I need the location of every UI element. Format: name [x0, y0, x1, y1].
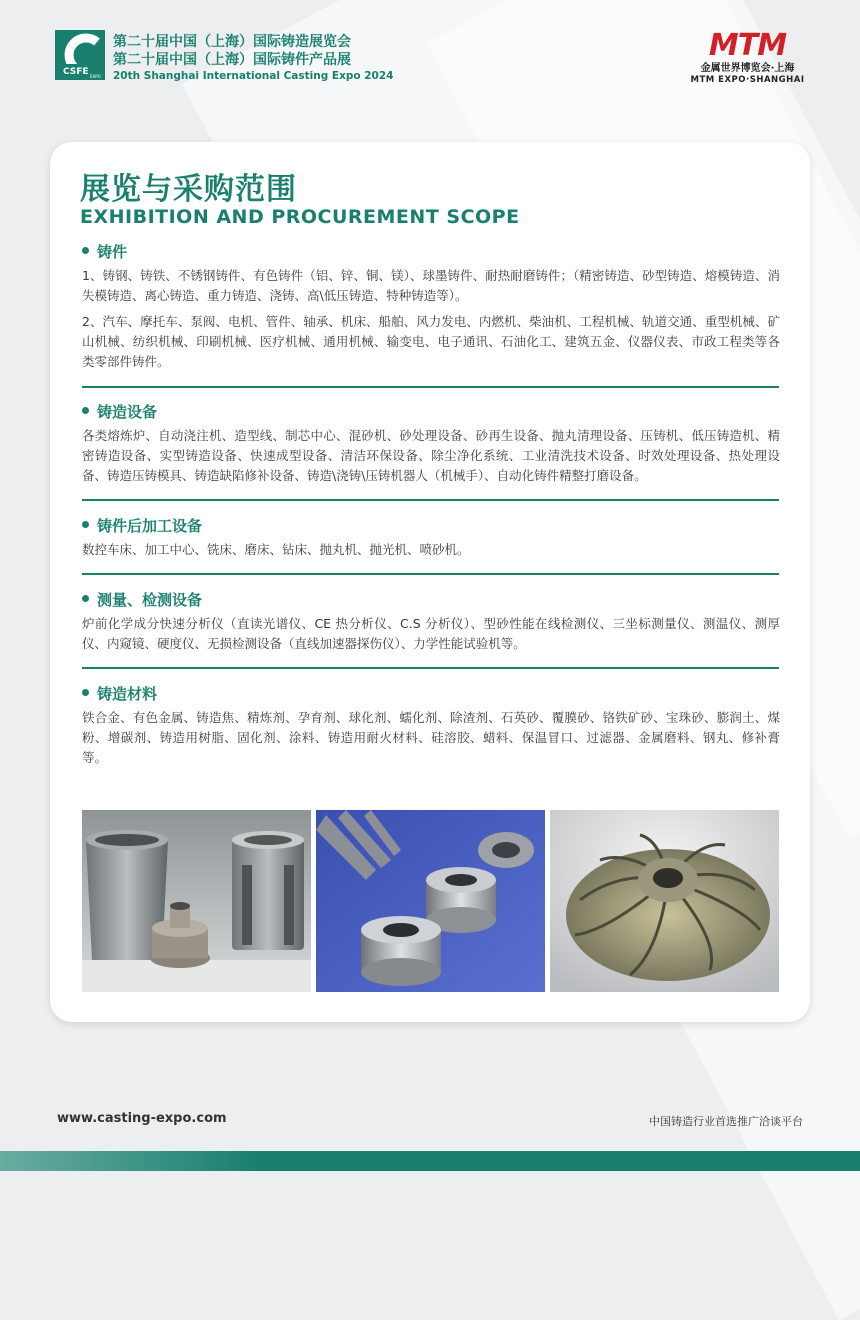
section-measurement	[82, 590, 780, 654]
bullet-icon	[82, 407, 89, 414]
photo-impellers-blue	[316, 810, 545, 992]
csfe-logo-text: CSFE	[63, 67, 89, 77]
footer-website-link[interactable]: www.casting-expo.com	[57, 1111, 227, 1126]
section-paragraph: 各类熔炼炉、自动浇注机、造型线、制芯中心、混砂机、砂处理设备、砂再生设备、抛丸清理设备、压铸机、低压铸造机、精密铸造设备、实型铸造设备、快速成型设备、清洁环保设备、除尘净化系统、工业清洗技术设备、时效处理设备、热处理设备、铸造压铸模具、铸造缺陷修补设备、铸造\浇铸\压铸机器人（机械手）、自动化铸件精整打磨设备。	[82, 428, 780, 483]
section-paragraph: 数控车床、加工中心、铣床、磨床、钻床、抛丸机、抛光机、喷砂机。	[82, 542, 470, 557]
section-paragraph: 炉前化学成分快速分析仪（直读光谱仪、CE 热分析仪、C.S 分析仪）、型砂性能在线检测仪、三坐标测量仪、测温仪、测厚仪、内窥镜、硬度仪、无损检测设备（直线加速器探伤仪）、力学性能试验机等。	[82, 616, 780, 651]
expo-title-cn-1: 第二十届中国（上海）国际铸造展览会	[113, 34, 351, 50]
section-post-processing	[82, 516, 780, 560]
section-divider	[82, 386, 779, 388]
section-body	[82, 708, 780, 768]
section-heading-text: 测量、检测设备	[97, 591, 203, 609]
mtm-name-en: MTM EXPO·SHANGHAI	[690, 75, 805, 85]
section-castings	[82, 242, 780, 372]
photo-turbine-impeller	[550, 810, 779, 992]
section-heading	[82, 516, 780, 536]
page-title: 展览与采购范围	[80, 172, 297, 207]
section-heading-text: 铸件	[97, 243, 128, 261]
section-materials	[82, 684, 780, 768]
section-heading-text: 铸造材料	[97, 685, 158, 703]
bullet-icon	[82, 247, 89, 254]
content-card	[50, 142, 810, 1022]
expo-title-cn-2: 第二十届中国（上海）国际铸件产品展	[113, 52, 351, 68]
section-casting-equipment	[82, 402, 780, 486]
footer-bar-highlight	[0, 1151, 260, 1171]
mtm-logo-block	[690, 30, 805, 86]
section-paragraph: 铁合金、有色金属、铸造焦、精炼剂、孕育剂、球化剂、蠕化剂、除渣剂、石英砂、覆膜砂、铬铁矿砂、宝珠砂、膨润土、煤粉、增碳剂、铸造用树脂、固化剂、涂料、铸造用耐火材料、硅溶胶、蜡料、保温冒口、过滤器、金属磨料、钢丸、修补膏等。	[82, 710, 780, 765]
section-body	[82, 426, 780, 486]
bullet-icon	[82, 521, 89, 528]
section-divider	[82, 499, 779, 501]
section-body	[82, 266, 780, 372]
section-body	[82, 614, 780, 654]
section-heading	[82, 402, 780, 422]
page-subtitle: EXHIBITION AND PROCUREMENT SCOPE	[80, 206, 520, 228]
expo-title-en: 20th Shanghai International Casting Expo 2024	[113, 70, 394, 82]
expo-title-block	[113, 33, 393, 83]
section-heading	[82, 242, 780, 262]
csfe-logo-subtext: EXPO	[90, 74, 101, 79]
section-heading	[82, 684, 780, 704]
section-divider	[82, 573, 779, 575]
footer-slogan: 中国铸造行业首选推广洽谈平台	[649, 1115, 803, 1128]
bullet-icon	[82, 689, 89, 696]
section-divider	[82, 667, 779, 669]
section-paragraph: 1、铸钢、铸铁、不锈钢铸件、有色铸件（铝、锌、铜、镁）、球墨铸件、耐热耐磨铸件；（精密铸造、砂型铸造、熔模铸造、消失模铸造、离心铸造、重力铸造、浇铸、高\低压铸造、特种铸造等）。	[82, 268, 780, 303]
csfe-logo	[55, 30, 105, 80]
photo-cast-housings	[82, 810, 311, 992]
section-heading-text: 铸件后加工设备	[97, 517, 203, 535]
bullet-icon	[82, 595, 89, 602]
footer-bar	[0, 1151, 860, 1171]
mtm-logo: MTM	[708, 28, 787, 63]
section-heading	[82, 590, 780, 610]
page-header	[55, 30, 805, 90]
section-heading-text: 铸造设备	[97, 403, 158, 421]
section-body	[82, 540, 780, 560]
section-paragraph: 2、汽车、摩托车、泵阀、电机、管件、轴承、机床、船舶、风力发电、内燃机、柴油机、工程机械、轨道交通、重型机械、矿山机械、纺织机械、印刷机械、医疗机械、通用机械、输变电、电子通讯、石油化工、建筑五金、仪器仪表、市政工程类等各类零部件铸件。	[82, 314, 780, 369]
mtm-name-cn: 金属世界博览会·上海	[700, 63, 795, 74]
